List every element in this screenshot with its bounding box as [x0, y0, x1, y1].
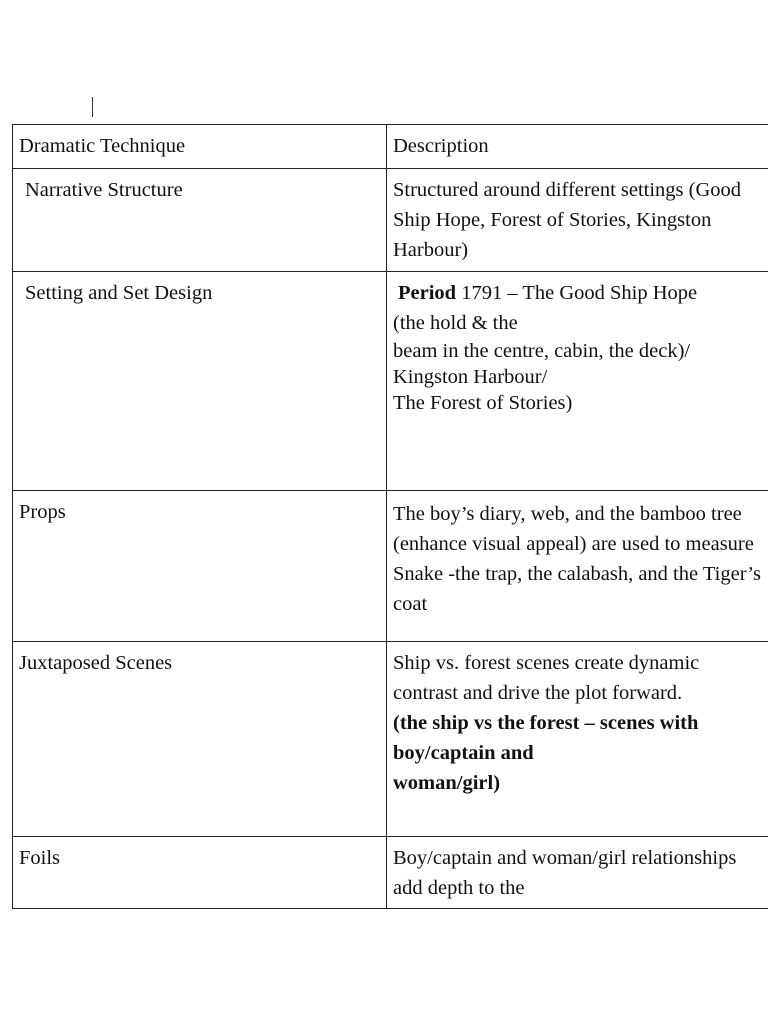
- technique-label: Narrative Structure: [25, 179, 183, 201]
- technique-cell: [13, 169, 387, 272]
- technique-cell: [13, 837, 387, 909]
- dramatic-technique-table: [12, 124, 768, 909]
- description-text: beam in the centre, cabin, the deck)/: [393, 340, 691, 362]
- table-row: [13, 837, 768, 909]
- header-description-cell: [387, 125, 768, 169]
- technique-label: Foils: [19, 847, 61, 869]
- table-row: [13, 491, 768, 642]
- description-text: The Forest of Stories): [393, 392, 573, 414]
- description-text: The boy’s diary, web, and the bamboo tree (enhance visual appeal) are used to measure Snake -the trap, the calabash, and the Tiger’s coat: [393, 503, 761, 615]
- header-technique-cell: [13, 125, 387, 169]
- description-text: 1791 – The Good Ship Hope: [461, 282, 698, 304]
- description-bold-text: woman/girl): [393, 772, 501, 794]
- technique-cell: [13, 272, 387, 491]
- table-row: [13, 642, 768, 837]
- technique-label: Setting and Set Design: [25, 282, 213, 304]
- technique-cell: [13, 642, 387, 837]
- description-text: Boy/captain and woman/girl relationships add depth to the: [393, 847, 737, 899]
- description-bold-text: boy/captain and: [393, 742, 534, 764]
- description-cell: [387, 272, 768, 491]
- text-cursor: [92, 97, 93, 117]
- description-cell: [387, 642, 768, 837]
- description-text: (the hold & the: [393, 312, 518, 334]
- table-row: [13, 272, 768, 491]
- table-header-row: [13, 125, 768, 169]
- description-text: Kingston Harbour/: [393, 366, 548, 388]
- description-text: Ship vs. forest scenes create dynamic contrast and drive the plot forward.: [393, 652, 700, 704]
- description-cell: [387, 837, 768, 909]
- description-cell: [387, 491, 768, 642]
- description-cell: [387, 169, 768, 272]
- description-bold-text: (the ship vs the forest – scenes with: [393, 712, 699, 734]
- header-technique-label: Dramatic Technique: [19, 135, 186, 157]
- technique-cell: [13, 491, 387, 642]
- period-label: Period: [398, 282, 457, 304]
- technique-label: Juxtaposed Scenes: [19, 652, 173, 674]
- table-row: [13, 169, 768, 272]
- header-description-label: Description: [393, 135, 489, 157]
- description-text: Structured around different settings (Good Ship Hope, Forest of Stories, Kingston Harbour): [393, 179, 742, 261]
- technique-label: Props: [19, 501, 66, 523]
